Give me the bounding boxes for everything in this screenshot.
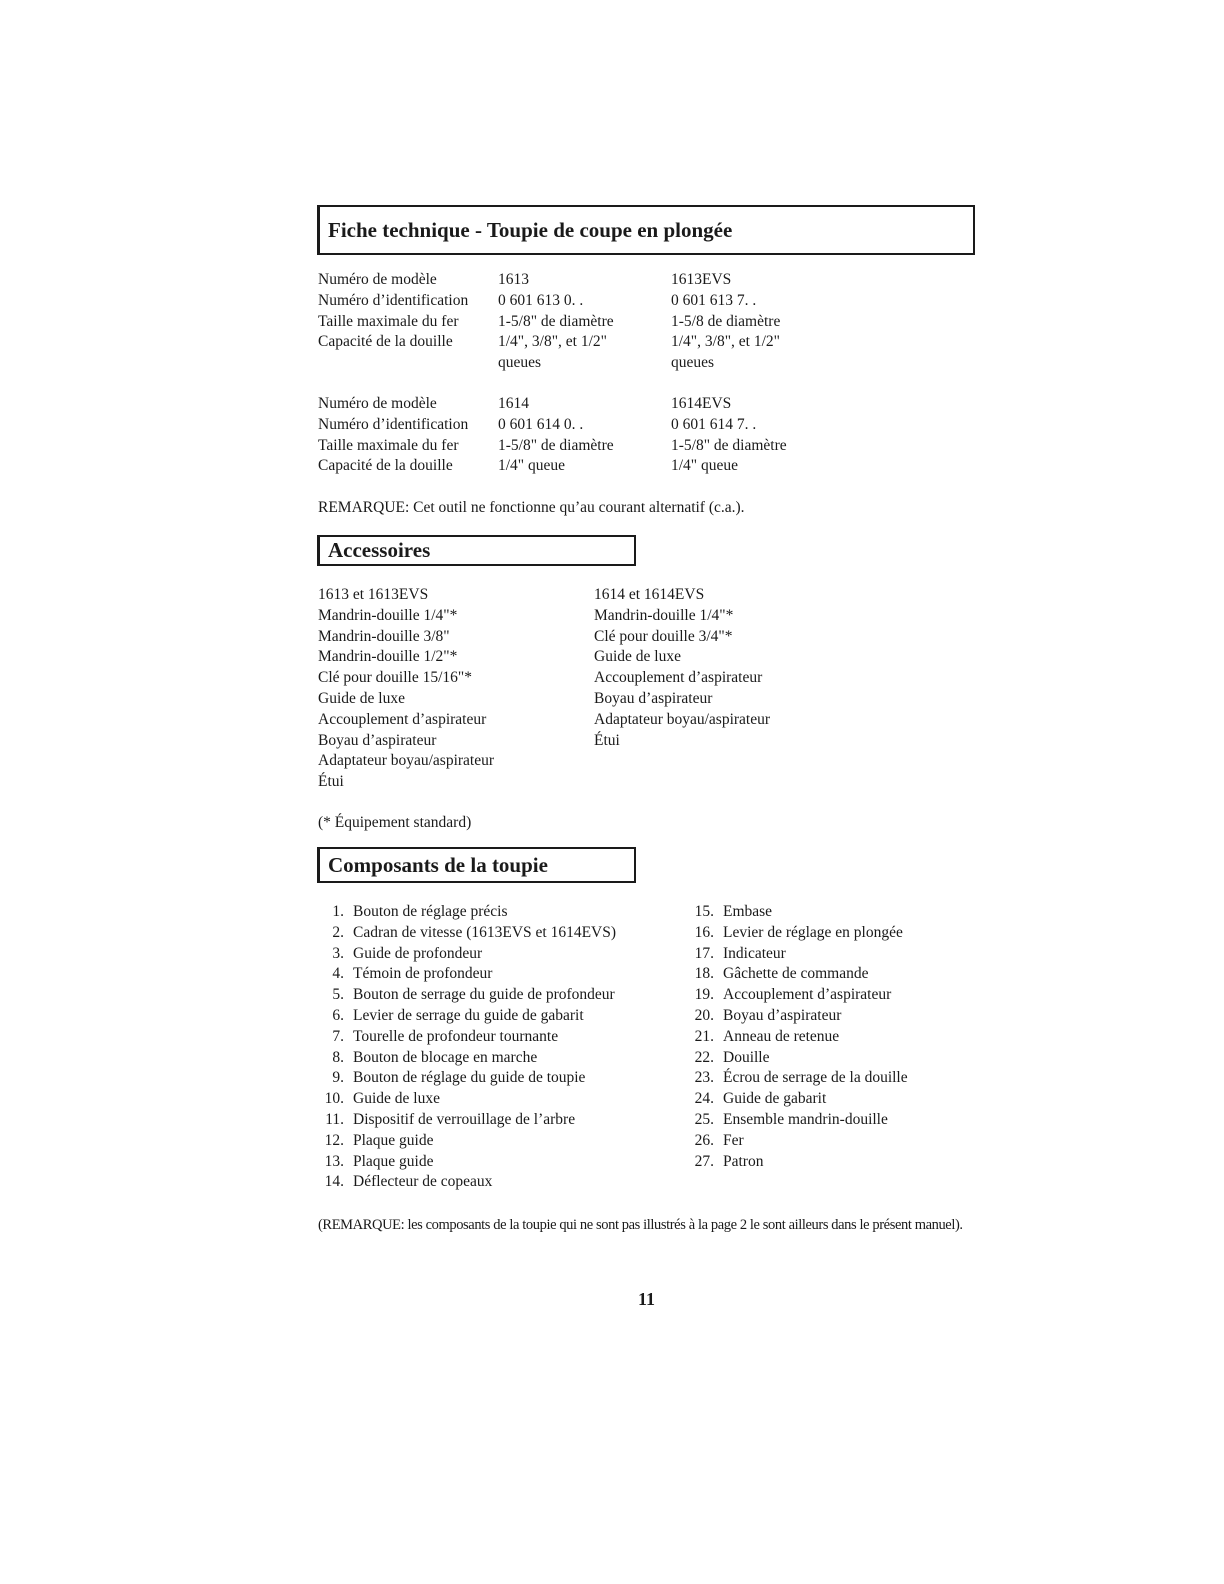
component-item (680, 1089, 908, 1110)
spec-label: Taille maximale du fer (318, 436, 459, 454)
spec-label: Taille maximale du fer (318, 312, 459, 330)
list-item: Accouplement d’aspirateur (594, 669, 763, 687)
components-section-title (317, 847, 636, 883)
component-label: Cadran de vitesse (1613EVS et 1614EVS) (353, 923, 617, 941)
component-item (310, 1152, 616, 1173)
spec-value: 1-5/8" de diamètre (498, 312, 614, 330)
component-number: 14. (324, 1173, 344, 1191)
spec-value: queues (498, 354, 542, 372)
component-number: 2. (332, 923, 344, 941)
spec-value: 1/4", 3/8", et 1/2" (498, 333, 607, 351)
spec-labels-2 (318, 394, 468, 477)
component-label: Fer (723, 1131, 744, 1149)
spec-remark: REMARQUE: Cet outil ne fonctionne qu’au courant alternatif (c.a.). (318, 499, 745, 516)
component-item (680, 964, 908, 985)
component-label: Douille (723, 1048, 770, 1066)
spec-value: 1-5/8" de diamètre (498, 436, 614, 454)
component-number: 26. (694, 1131, 714, 1149)
component-item (310, 1110, 616, 1131)
component-item (680, 1006, 908, 1027)
list-item: Boyau d’aspirateur (594, 689, 713, 707)
component-label: Levier de réglage en plongée (723, 923, 903, 941)
component-item (310, 985, 616, 1006)
component-item (680, 944, 908, 965)
spec-value: 1614EVS (671, 395, 732, 412)
component-label: Guide de luxe (353, 1090, 440, 1108)
component-number: 4. (332, 965, 344, 983)
spec-section-title (317, 205, 975, 255)
accessories-section-title (317, 535, 636, 566)
component-label: Anneau de retenue (723, 1027, 840, 1045)
components-left-list (310, 902, 616, 1193)
spec-value: 1614 (498, 395, 529, 412)
list-item: Clé pour douille 3/4"* (594, 627, 733, 645)
component-label: Plaque guide (353, 1152, 434, 1170)
spec-value: queues (671, 354, 715, 372)
component-item (310, 923, 616, 944)
component-item (680, 923, 908, 944)
component-label: Bouton de réglage précis (353, 903, 508, 920)
component-item (680, 1048, 908, 1069)
component-number: 25. (694, 1110, 714, 1128)
component-item (680, 1110, 908, 1131)
component-number: 5. (332, 986, 344, 1004)
spec-col-1614evs (671, 394, 787, 477)
list-item: Mandrin-douille 1/4"* (318, 606, 458, 624)
list-item: Adaptateur boyau/aspirateur (594, 710, 771, 728)
component-label: Dispositif de verrouillage de l’arbre (353, 1110, 576, 1128)
spec-value: 0 601 613 0. . (498, 291, 584, 309)
list-item: Étui (594, 731, 620, 749)
components-remark: (REMARQUE: les composants de la toupie qui ne sont pas illustrés à la page 2 le sont ailleurs dans le présent manuel). (318, 1217, 963, 1233)
spec-labels-1 (318, 270, 468, 353)
spec-value: 1613 (498, 271, 529, 288)
components-title-text: Composants de la toupie (328, 852, 548, 877)
component-number: 20. (694, 1006, 714, 1024)
component-label: Guide de profondeur (353, 944, 483, 962)
component-label: Accouplement d’aspirateur (723, 986, 892, 1004)
list-item: Adaptateur boyau/aspirateur (318, 752, 495, 770)
component-label: Boyau d’aspirateur (723, 1006, 842, 1024)
component-number: 7. (332, 1027, 344, 1045)
component-label: Levier de serrage du guide de gabarit (353, 1006, 584, 1024)
spec-value: 1/4", 3/8", et 1/2" (671, 333, 780, 351)
spec-value: 1-5/8 de diamètre (671, 312, 781, 330)
accessories-note: (* Équipement standard) (318, 814, 472, 831)
component-number: 16. (694, 923, 714, 941)
component-item (310, 1172, 616, 1193)
component-number: 8. (332, 1048, 344, 1066)
spec-label: Capacité de la douille (318, 333, 453, 351)
component-item (680, 1152, 908, 1173)
component-item (310, 1131, 616, 1152)
component-item (310, 902, 616, 923)
spec-label: Numéro d’identification (318, 291, 469, 309)
spec-col-1613evs (671, 270, 780, 374)
component-number: 24. (694, 1090, 714, 1108)
component-number: 3. (332, 944, 344, 962)
component-item (310, 1006, 616, 1027)
list-item: Guide de luxe (318, 689, 405, 707)
component-label: Indicateur (723, 944, 786, 962)
component-label: Patron (723, 1152, 764, 1170)
spec-col-1613 (498, 270, 614, 374)
spec-label: Capacité de la douille (318, 457, 453, 475)
component-label: Guide de gabarit (723, 1090, 827, 1108)
component-item (310, 1068, 616, 1089)
spec-label: Numéro d’identification (318, 415, 469, 433)
list-item: Étui (318, 773, 344, 791)
list-item: Boyau d’aspirateur (318, 731, 437, 749)
component-number: 9. (332, 1069, 344, 1087)
component-number: 12. (324, 1131, 344, 1149)
component-number: 6. (332, 1006, 344, 1024)
component-item (310, 1089, 616, 1110)
list-item: Mandrin-douille 1/4"* (594, 606, 734, 624)
component-item (310, 964, 616, 985)
component-label: Déflecteur de copeaux (353, 1173, 493, 1191)
list-item: Mandrin-douille 1/2"* (318, 648, 458, 666)
list-item: Mandrin-douille 3/8" (318, 627, 450, 645)
list-item: 1613 et 1613EVS (318, 586, 429, 603)
component-label: Bouton de réglage du guide de toupie (353, 1069, 586, 1087)
component-label: Gâchette de commande (723, 965, 869, 983)
component-label: Embase (723, 903, 773, 920)
component-label: Plaque guide (353, 1131, 434, 1149)
page-number: 11 (638, 1289, 656, 1309)
component-number: 11. (325, 1110, 344, 1128)
component-number: 21. (694, 1027, 714, 1045)
component-number: 19. (694, 986, 714, 1004)
list-item: 1614 et 1614EVS (594, 586, 705, 603)
component-number: 13. (324, 1152, 344, 1170)
component-item (310, 1048, 616, 1069)
spec-value: 1/4" queue (671, 457, 739, 475)
spec-value: 0 601 614 7. . (671, 415, 757, 433)
component-item (680, 1068, 908, 1089)
spec-value: 1613EVS (671, 271, 732, 288)
component-number: 1. (332, 903, 344, 920)
component-item (310, 944, 616, 965)
list-item: Accouplement d’aspirateur (318, 710, 487, 728)
component-item (680, 1027, 908, 1048)
component-label: Bouton de serrage du guide de profondeur (353, 986, 615, 1004)
component-number: 17. (694, 944, 714, 962)
component-number: 22. (694, 1048, 714, 1066)
component-item (310, 1027, 616, 1048)
component-number: 27. (694, 1152, 714, 1170)
spec-value: 0 601 613 7. . (671, 291, 757, 309)
spec-col-1614 (498, 394, 614, 477)
components-right-list (680, 902, 908, 1172)
spec-label: Numéro de modèle (318, 271, 437, 288)
component-number: 23. (694, 1069, 714, 1087)
accessories-title-text: Accessoires (328, 538, 431, 562)
spec-value: 1-5/8" de diamètre (671, 436, 787, 454)
accessories-left-list (318, 585, 494, 793)
accessories-right-list (594, 585, 770, 751)
component-item (680, 985, 908, 1006)
component-number: 15. (694, 903, 714, 920)
component-number: 18. (694, 965, 714, 983)
component-item (680, 902, 908, 923)
spec-label: Numéro de modèle (318, 395, 437, 412)
component-label: Écrou de serrage de la douille (723, 1069, 908, 1087)
component-label: Bouton de blocage en marche (353, 1048, 538, 1066)
component-label: Tourelle de profondeur tournante (353, 1027, 559, 1045)
spec-value: 0 601 614 0. . (498, 415, 584, 433)
component-label: Ensemble mandrin-douille (723, 1110, 888, 1128)
component-item (680, 1131, 908, 1152)
component-label: Témoin de profondeur (353, 965, 493, 983)
list-item: Clé pour douille 15/16"* (318, 669, 472, 687)
component-number: 10. (324, 1090, 344, 1108)
spec-value: 1/4" queue (498, 457, 566, 475)
spec-title-text: Fiche technique - Toupie de coupe en plongée (328, 217, 733, 242)
list-item: Guide de luxe (594, 648, 681, 666)
